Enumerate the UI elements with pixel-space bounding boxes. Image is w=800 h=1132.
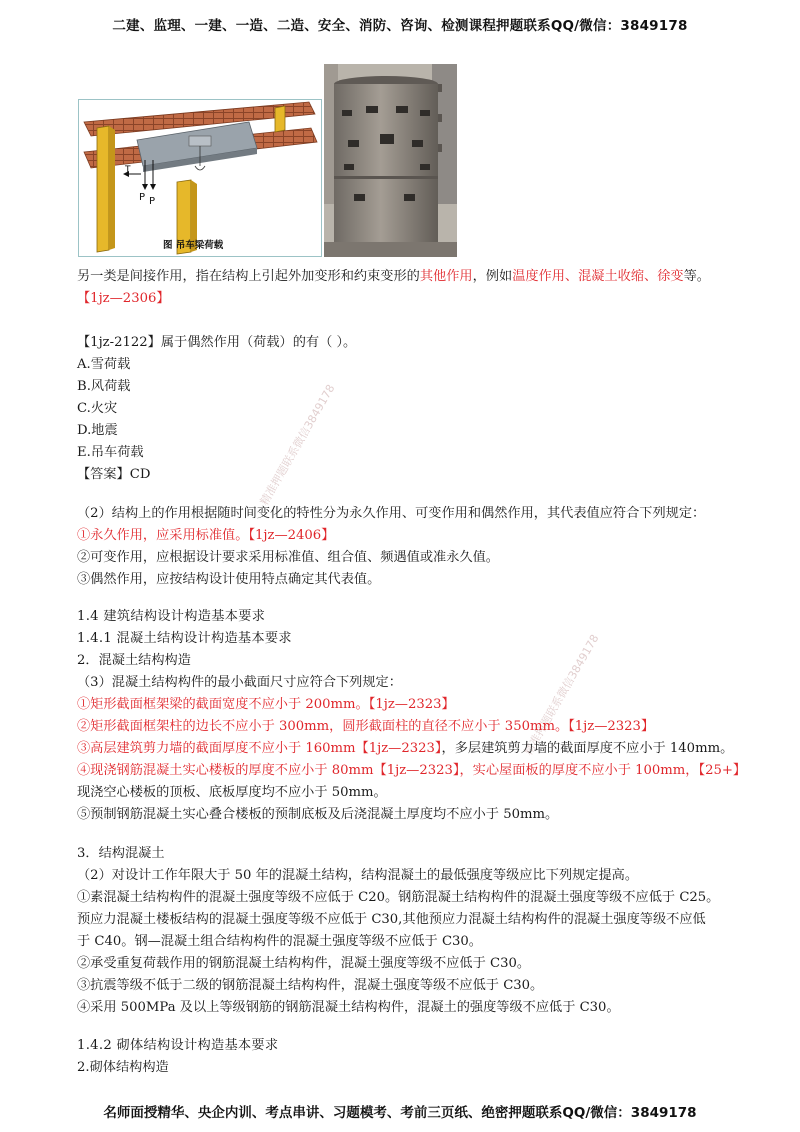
- structural-concrete-heading: 3．结构混凝土: [77, 846, 165, 861]
- concrete-rule-1: ①素混凝土结构构件的混凝土强度等级不应低于 C20。钢筋混凝土结构构件的混凝土强度等级不应低于 C25。: [77, 890, 720, 905]
- concrete-tower-photo: [324, 64, 457, 257]
- rule-shear-wall-rest: ，多层建筑剪力墙的截面厚度不应小于 140mm。: [441, 741, 734, 756]
- min-section-intro: （3）混凝土结构构件的最小截面尺寸应符合下列规定：: [77, 675, 402, 690]
- concrete-rule-3: ③抗震等级不低于二级的钢筋混凝土结构构件，混凝土强度等级不应低于 C30。: [77, 978, 544, 993]
- rule-beam-width: ①矩形截面框架梁的截面宽度不应小于 200mm。【1jz—2323】: [77, 697, 455, 712]
- concrete-rule-1-cont2: 于 C40。钢—混凝土组合结构构件的混凝土强度等级不应低于 C30。: [77, 934, 482, 949]
- actions-item1: ①永久作用，应采用标准值。【1jz—2406】: [77, 528, 335, 543]
- watermark-1: 精准押题联系微信3849178: [257, 382, 338, 508]
- rule-column-size: ②矩形截面框架柱的边长不应小于 300mm，圆形截面柱的直径不应小于 350mm。【1jz—2323】: [77, 719, 655, 734]
- section-1-4-title: 1.4 建筑结构设计构造基本要求: [77, 609, 266, 624]
- page-header: 二建、监理、一建、一造、二造、安全、消防、咨询、检测课程押题联系QQ/微信：3849178: [112, 18, 688, 34]
- option-c: C.火灾: [77, 401, 118, 416]
- para1-part1: 另一类是间接作用，指在结构上引起外加变形和约束变形的: [77, 269, 420, 284]
- watermark-2: 精准押题联系微信3849178: [521, 632, 602, 758]
- para1-part4: 温度作用、混凝土收缩、徐变: [512, 269, 684, 284]
- actions-intro: （2）结构上的作用根据随时间变化的特性分为永久作用、可变作用和偶然作用，其代表值应符合下列规定：: [77, 506, 706, 521]
- para1-part2: 其他作用: [419, 269, 473, 284]
- actions-item2: ②可变作用，应根据设计要求采用标准值、组合值、频遇值或准永久值。: [77, 550, 499, 565]
- rule-shear-wall-red: ③高层建筑剪力墙的截面厚度不应小于 160mm【1jz—2323】: [77, 741, 442, 756]
- concrete-intro: （2）对设计工作年限大于 50 年的混凝土结构，结构混凝土的最低强度等级应比下列规定提高。: [77, 868, 639, 883]
- concrete-rule-1-cont: 预应力混凝土楼板结构的混凝土强度等级不应低于 C30,其他预应力混凝土结构构件的混凝土强度等级不应低: [77, 912, 706, 927]
- rule-shear-wall: [77, 740, 733, 758]
- option-b: B.风荷载: [77, 379, 131, 394]
- load-label-p2: P: [149, 196, 156, 207]
- indirect-action-para: [77, 268, 710, 286]
- section-1-4-1-title: 1.4.1 混凝土结构设计构造基本要求: [77, 631, 292, 646]
- load-label-t: T: [125, 165, 131, 175]
- rule-slab-thickness: ④现浇钢筋混凝土实心楼板的厚度不应小于 80mm【1jz—2323】，实心屋面板的厚度不应小于 100mm，【25+】: [77, 763, 747, 778]
- para1-ref: 【1jz—2306】: [77, 291, 170, 306]
- masonry-heading: 2.砌体结构构造: [77, 1060, 169, 1075]
- option-d: D.地震: [77, 423, 118, 438]
- rule-precast-slab: ⑤预制钢筋混凝土实心叠合楼板的预制底板及后浇混凝土厚度均不应小于 50mm。: [77, 807, 559, 822]
- figure-caption: 图 吊车梁荷载: [163, 240, 224, 251]
- section-1-4-2-title: 1.4.2 砌体结构设计构造基本要求: [77, 1038, 279, 1053]
- option-a: A.雪荷载: [77, 357, 131, 372]
- para1-part3: ，例如: [472, 269, 513, 284]
- option-e: E.吊车荷载: [77, 445, 144, 460]
- page-footer: 名师面授精华、央企内训、考点串讲、习题模考、考前三页纸、绝密押题联系QQ/微信：3849178: [103, 1105, 697, 1121]
- answer: 【答案】CD: [77, 467, 151, 482]
- concrete-rule-2: ②承受重复荷载作用的钢筋混凝土结构构件，混凝土强度等级不应低于 C30。: [77, 956, 531, 971]
- para1-part5: 等。: [683, 269, 710, 284]
- rule-hollow-slab: 现浇空心楼板的顶板、底板厚度均不应小于 50mm。: [77, 785, 387, 800]
- load-label-p1: P: [139, 192, 146, 203]
- concrete-rule-4: ④采用 500MPa 及以上等级钢筋的钢筋混凝土结构构件，混凝土的强度等级不应低于 C30。: [77, 1000, 620, 1015]
- question-stem: 【1jz-2122】属于偶然作用（荷载）的有（ ）。: [77, 335, 357, 350]
- concrete-structure-heading: 2．混凝土结构构造: [77, 653, 191, 668]
- crane-beam-figure: [78, 99, 322, 257]
- actions-item3: ③偶然作用，应按结构设计使用特点确定其代表值。: [77, 572, 381, 587]
